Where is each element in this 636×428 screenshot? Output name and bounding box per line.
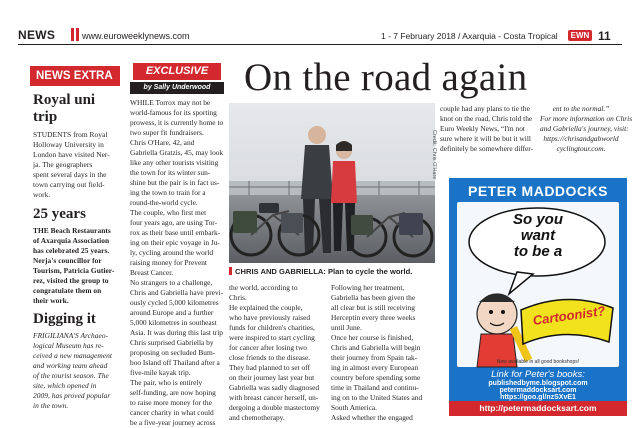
text-line: Gabriella has been given the	[331, 293, 416, 302]
text-line: their journey from Spain tak-	[331, 353, 418, 362]
text-line: Asia. It was during this last trip	[130, 328, 223, 337]
text-line: No strangers to a challenge,	[130, 278, 213, 287]
text-line: the town for its winter sun-	[130, 168, 211, 177]
byline: by Sally Underwood	[130, 82, 224, 94]
bubble-line: to be a	[513, 243, 563, 260]
text-line: for cancer after losing two	[229, 343, 307, 352]
ad-title: PETER MADDOCKS	[467, 183, 608, 199]
text-line: WHILE Torrox may not be	[130, 98, 211, 107]
text-line: FRIGILIANA'S Archaeo-	[33, 331, 109, 340]
text-line: and Gabriella's journey, visit:	[540, 124, 629, 133]
text-line: He explained the couple,	[229, 303, 303, 312]
text-line: around Europe and a further	[130, 308, 214, 317]
story-headline: Digging it	[33, 311, 96, 327]
exclusive-label: EXCLUSIVE	[133, 63, 221, 80]
text-line: were inspired to start cycling	[229, 333, 315, 342]
ad-link[interactable]: https://goo.gl/nzSXvE1	[500, 394, 576, 401]
text-line: Tourism, Patricia Gutier-	[33, 266, 115, 275]
text-line: has celebrated 25 years.	[33, 246, 110, 255]
text-line: spent several days in the	[33, 170, 107, 179]
text-line: sure where it will be but it will	[440, 134, 531, 143]
text-line: Nerja's councillor for	[33, 256, 102, 265]
text-line: congratulate them on	[33, 286, 102, 295]
dateline: 1 - 7 February 2018 / Axarquia - Costa Tropical	[381, 31, 558, 41]
text-line: ing on to the United States and	[331, 393, 423, 402]
article-photo	[229, 103, 435, 263]
text-line: two super fit fundraisers.	[130, 128, 204, 137]
text-line: like any other tourists visiting	[130, 158, 219, 167]
text-line: 5,000 kilometres in southeast	[130, 318, 217, 327]
text-line: ent to the normal.”	[552, 104, 610, 113]
text-line: raising money for Prevent	[130, 258, 207, 267]
text-line: Breast Cancer.	[130, 268, 174, 277]
text-line: For more information on Chris	[540, 114, 633, 123]
text-line: ing the town to train for a	[130, 188, 206, 197]
photo-caption	[229, 267, 435, 276]
article-column-3-lower	[331, 283, 437, 423]
text-line: country before spending some	[331, 373, 421, 382]
story-body	[33, 331, 122, 411]
text-line: self-funding, are now hoping	[130, 388, 216, 397]
text-line: Holloway University in	[33, 140, 104, 149]
story-headline: Royal uni trip	[33, 92, 96, 125]
article-column-1	[130, 98, 224, 428]
caption-marker	[229, 267, 232, 275]
photo-credit: Credit: Chris O'Hare	[431, 130, 437, 180]
text-line: cancer charity in what could	[130, 408, 214, 417]
text-line: dergoing a double mastectomy	[229, 403, 320, 412]
text-line: of Axarquia Association	[33, 236, 110, 245]
ad-link[interactable]: petermaddocksart.com	[499, 387, 577, 394]
ad-link-heading: Link for Peter's books:	[491, 369, 585, 380]
text-line: definitely be somewhere differ-	[440, 144, 534, 153]
ad-small-print: Now available in all good bookshops!	[496, 359, 580, 365]
text-line: Once her course is finished,	[331, 333, 414, 342]
caption-text: CHRIS AND GABRIELLA: Plan to cycle the world.	[235, 267, 413, 276]
section-label: NEWS	[18, 28, 56, 42]
text-line: four years ago, are using Tor-	[130, 218, 218, 227]
article-column-2	[229, 283, 325, 423]
text-line: 2009, has proved popular	[33, 391, 111, 400]
text-line: ja. The geographers	[33, 160, 93, 169]
text-line: and working team ahead	[33, 361, 108, 370]
text-line: couple had any plans to tie the	[440, 104, 530, 113]
text-line: Gabriella was sadly diagnosed	[229, 383, 320, 392]
text-line: They had planned to set off	[229, 363, 310, 372]
text-line: Euro Weekly News, “I'm not	[440, 124, 525, 133]
text-line: Chris.	[229, 293, 247, 302]
text-line: prowess, it is currently home to	[130, 118, 224, 127]
website-url[interactable]: www.euroweeklynews.com	[82, 31, 190, 41]
bubble-line: want	[520, 227, 556, 244]
text-line: Chris surprised Gabriella by	[130, 338, 214, 347]
text-line: South America.	[331, 403, 377, 412]
text-line: The pair, who is entirely	[130, 378, 203, 387]
text-line: shine but the pair is in fact us-	[130, 178, 220, 187]
text-line: of the tourist season. The	[33, 371, 109, 380]
text-line: Chris and Gabriella will begin	[331, 343, 421, 352]
text-line: on their journey last year but	[229, 373, 315, 382]
text-line: funds for children's charities,	[229, 323, 315, 332]
text-line: Following her treatment,	[331, 283, 405, 292]
text-line: in the town.	[33, 401, 69, 410]
text-line: Herceptin every three weeks	[331, 313, 416, 322]
text-line: to raise more money for the	[130, 398, 212, 407]
text-line: rez, visited the group to	[33, 276, 109, 285]
text-line: Asked whether the engaged	[331, 413, 413, 422]
text-line: their work.	[33, 296, 69, 305]
text-line: who have previously raised	[229, 313, 311, 322]
text-line: Chris and Gabriella have previ-	[130, 288, 224, 297]
text-line: Chris O'Hare, 42, and	[130, 138, 195, 147]
ad-url-banner[interactable]: http://petermaddocksart.com	[449, 401, 627, 416]
text-line: work.	[33, 190, 51, 199]
text-line: cyclingtour.com.	[556, 144, 606, 153]
text-line: site, which opened in	[33, 381, 97, 390]
article-headline: On the road again	[244, 56, 528, 99]
text-line: world-famous for its sporting	[130, 108, 217, 117]
text-line: close friends to the disease.	[229, 353, 311, 362]
story-body	[33, 226, 122, 306]
page-number: 11	[598, 29, 611, 43]
text-line: Gabriella Gratzis, 45, may look	[130, 148, 224, 157]
ad-bubble-text	[457, 212, 619, 260]
text-line: THE Beach Restaurants	[33, 226, 111, 235]
text-line: logical Museum has re-	[33, 341, 104, 350]
header-divider	[71, 28, 74, 41]
header-rule	[18, 44, 622, 45]
text-line: be a five-year journey across	[130, 418, 216, 427]
text-line: London have visited Ner-	[33, 150, 110, 159]
text-line: The couple, who first met	[130, 208, 207, 217]
text-line: town carrying out field-	[33, 180, 105, 189]
article-column-3-upper	[440, 104, 536, 154]
text-line: with breast cancer herself, un-	[229, 393, 319, 402]
story-body	[33, 130, 122, 200]
text-line: rox as their base until embark-	[130, 228, 221, 237]
text-line: all clear but is still receiving	[331, 303, 415, 312]
text-line: ing in almost every European	[331, 363, 419, 372]
text-line: round-the-world cycle.	[130, 198, 198, 207]
text-line: ing on their epic voyage in Ju-	[130, 238, 220, 247]
text-line: ously cycled 5,000 kilometres	[130, 298, 219, 307]
book-advert[interactable]	[449, 178, 627, 416]
story-headline: 25 years	[33, 206, 86, 222]
text-line: knot on the road, Chris told the	[440, 114, 533, 123]
header-divider	[76, 28, 79, 41]
text-line: ceived a new management	[33, 351, 112, 360]
text-line: and chemotherapy.	[229, 413, 285, 422]
bubble-line: So you	[512, 211, 563, 228]
text-line: https://chrisandgabworld	[543, 134, 619, 143]
ad-cartoonist-word: Cartoonist?	[531, 302, 607, 329]
text-line: time in Thailand and continu-	[331, 383, 419, 392]
text-line: the world, according to	[229, 283, 298, 292]
text-line: ly, cycling around the world	[130, 248, 214, 257]
news-extra-label: NEWS EXTRA	[30, 66, 120, 86]
text-line: boo Island off Thailand after a	[130, 358, 220, 367]
text-line: until June.	[331, 323, 362, 332]
text-line: proposing on secluded Bum-	[130, 348, 216, 357]
ewn-logo: EWN	[568, 30, 592, 41]
article-column-4-upper	[540, 104, 633, 154]
text-line: five-mile kayak trip.	[130, 368, 191, 377]
ad-link[interactable]: publishedbyme.blogspot.com	[488, 380, 588, 387]
text-line: STUDENTS from Royal	[33, 130, 108, 139]
